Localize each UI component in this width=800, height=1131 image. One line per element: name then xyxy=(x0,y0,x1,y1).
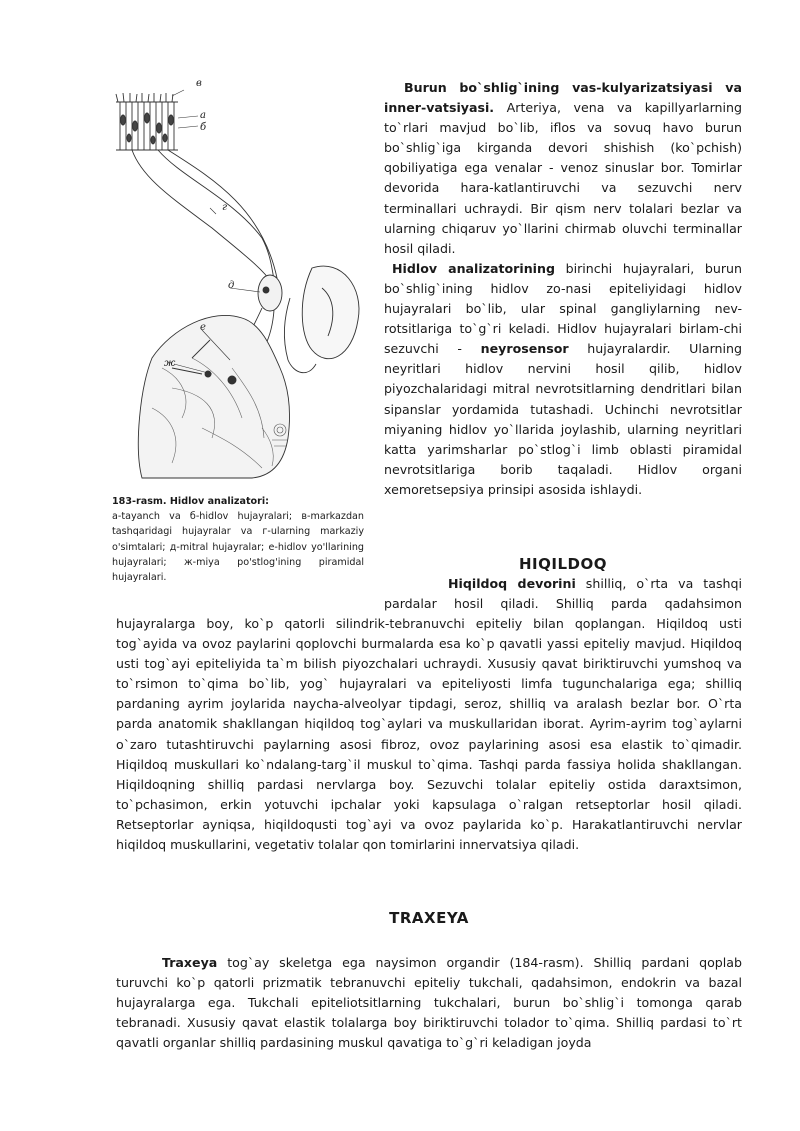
figure-label-zh: ж xyxy=(164,358,176,369)
figure-caption-text: a-tayanch va б-hidlov hujayralari; в-markazdan tashqaridagi hujayralar va г-ularning markaziy o'simtalari; д-mitral hujayralar; e-hidlov yo'llarining hujayralari; ж-miya po'stlog'ining piramidal hujayralari. xyxy=(112,511,364,584)
larynx-term: Hiqildoq devorini xyxy=(448,576,576,591)
figure-label-b: б xyxy=(200,122,207,133)
trachea-text: tog`ay skeletga ega naysimon organdir (184-rasm). Shilliq pardani qoplab turuvchi ko`p qatorli prizmatik tebranuvchi epiteliy tukchali, qadahsimon, endokrin va bazal hujayralarga ega. Tukchali epiteliotsitlarning tukchalari, burun bo`shlig`i tomonga qarab tebranadi. Xususiy qavat elastik tolalarga boy biriktiruvchi tolador to`qima. Shilliq pardasi to`rt qavatli organlar shilliq pardasining muskul qavatiga to`g`ri keladigan joyda xyxy=(116,955,742,1051)
olfactory-term: Hidlov analizatorining xyxy=(392,260,555,276)
larynx-heading: HIQILDOQ xyxy=(519,555,607,573)
figure-caption-title: 183-rasm. Hidlov analizatori: xyxy=(112,496,270,507)
olfactory-analyzer-paragraph xyxy=(384,259,742,500)
trachea-term: Traxeya xyxy=(162,955,218,970)
figure-caption xyxy=(112,494,364,585)
larynx-paragraph-continued: hujayralarga boy, ko`p qatorli silindrik-tebranuvchi epiteliy bilan qoplangan. Hiqildoq usti tog`ayida va ovoz paylarini qoplovchi burmalarda esa ko`p qavatli yassi epiteliy mavjud. Hiqildoq usti tog`ayi epiteliyida ta`m bilish piyozchalari uchraydi. Xususiy qavat biriktiruvchi yumshoq va to`rsimon to`qima bo`lib, yog` hujayralari va epiteliyosti limfa tugunchalariga ega; shilliq pardaning ayrim joylarida naycha-alveolyar tipdagi, seroz, shilliq va aralash bezlar bor. O`rta parda anatomik shakllangan hiqildoq tog`aylari va muskullaridan iborat. Ayrim-ayrim tog`aylarni o`zaro tutashtiruvchi paylarning asosi fibroz, ovoz paylarining asosi esa elastik to`qimadir. Hiqildoq muskullari ko`ndalang-targ`il muskul to`qima. Tashqi parda fassiya holida shakllangan. Hiqildoqning shilliq pardasi nervlarga boy. Sezuvchi tolalar epiteliy ostida daraxtsimon, to`pchasimon, erkin yotuvchi ipchalar yoki kapsulaga o`ralgan retseptorlar hosil qiladi. Retseptorlar ayniqsa, hiqildoqusti tog`ayi va ovoz paylarida ko`p. Harakatlantiruvchi nervlar hiqildoq muskullarini, vegetativ tolalar qon tomirlarini innervatsiya qiladi. xyxy=(116,616,742,853)
figure-label-a: а xyxy=(200,110,206,121)
brain-base xyxy=(138,315,289,478)
olfactory-text-1: birinchi hujayralari, burun bo`shlig`ining hidlov zo-nasi epiteliyidagi hidlov hujayralari bo`lib, ular spinal gangliylarning nev-rotsitlariga to`g`ri keladi. Hidlov hujayralari birlam-chi sezuvchi - xyxy=(384,260,742,357)
vascularization-paragraph xyxy=(384,78,742,259)
olfactory-analyzer-drawing xyxy=(112,68,368,480)
trachea-paragraph xyxy=(116,953,742,1053)
figure-label-v: в xyxy=(196,78,202,89)
olfactory-text-2: hujayralardir. Ularning neyritlari hidlov nervini hosil qilib, hidlov piyozchalaridagi mitral nevrotsitlarning dendritlari bilan sipanslar yordamida tutashadi. Uchinchi nevrotsitlar miyaning hidlov yo`llarida joylashib, ularning neyritlari katta yarimsharlar po`stlog`i limb oblasti piramidal nevrotsitlariga borib taqaladi. Hidlov organi xemoretsepsiya prinsipi asosida ishlaydi. xyxy=(384,341,742,497)
olfactory-analyzer-figure xyxy=(112,68,368,480)
olfactory-nerve-fiber xyxy=(132,150,272,283)
brain-lobe-outline xyxy=(302,266,359,359)
figure-label-g: г xyxy=(222,202,228,213)
vascularization-heading-end: . xyxy=(489,100,495,116)
vascularization-heading: Burun bo`shlig`ining vas-kulyarizatsiyasi va inner-vatsiyasi xyxy=(384,80,742,116)
larynx-text-start: shilliq, o`rta va tashqi pardalar hosil qiladi. Shilliq parda qadahsimon xyxy=(384,576,742,612)
right-column-text xyxy=(384,78,742,500)
epithelium-cells xyxy=(116,93,178,150)
trachea-heading: TRAXEYA xyxy=(389,909,469,927)
vascularization-text: Arteriya, vena va kapillyarlarning to`rlari mavjud bo`lib, iflos va sovuq havo burun bo`shlig`iga kirganda devori shishish (ko`pchish) qobiliyatiga ega venalar - venoz sinuslar bor. Tomirlar devorida hara-katlantiruvchi va sezuvchi nerv terminallari uchraydi. Bir qism nerv tolalari bezlar va ularning chiqaruv yo`llarini chirmab oluvchi terminallar hosil qiladi. xyxy=(384,100,742,256)
figure-label-d: д xyxy=(228,280,235,291)
figure-label-e: е xyxy=(200,322,206,333)
neurosensor-term: neyrosensor xyxy=(480,341,569,357)
